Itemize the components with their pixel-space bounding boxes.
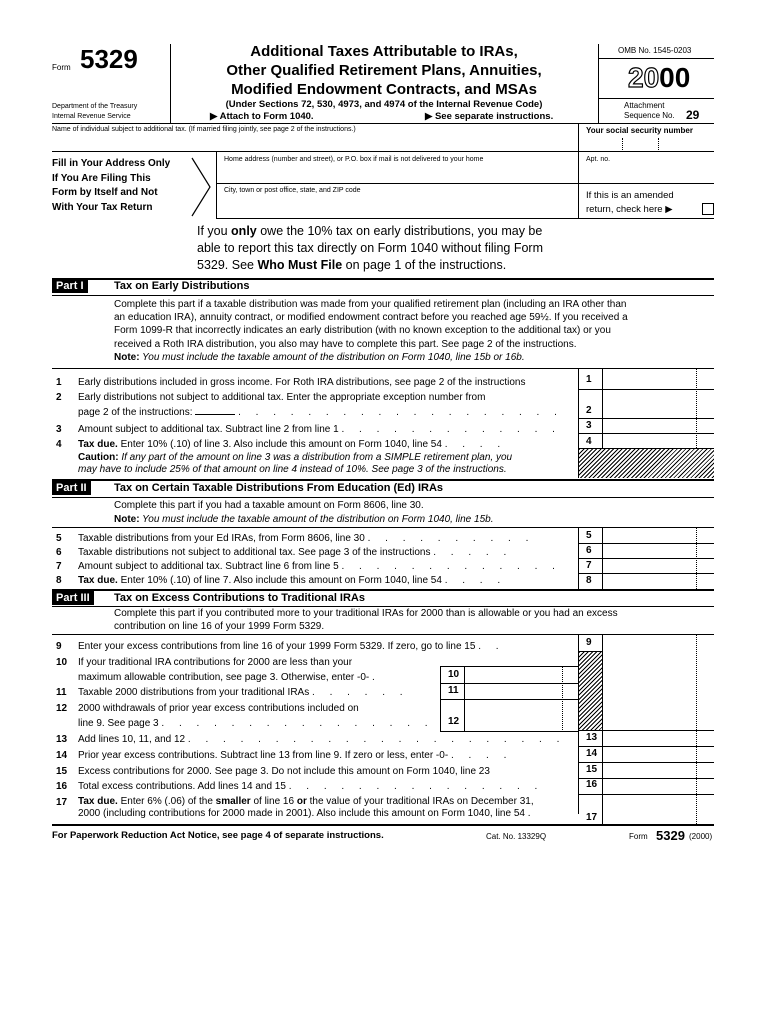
- part3-row-rule: [578, 794, 714, 795]
- inner-row-rule: [440, 666, 578, 667]
- part1-desc-rule: [52, 368, 714, 369]
- line2-amount[interactable]: [604, 391, 712, 417]
- line3-amount[interactable]: [604, 419, 712, 432]
- shaded-area: [579, 449, 714, 478]
- intro-l1c: owe the 10% tax on early distributions, you may be: [256, 224, 543, 238]
- code-sections: (Under Sections 72, 530, 4973, and 4974 of the Internal Revenue Code): [225, 99, 543, 110]
- line-number: 1: [56, 377, 62, 388]
- tax-year-outline: 20: [628, 62, 660, 93]
- part2-title: Tax on Certain Taxable Distributions From Education (Ed) IRAs: [114, 482, 444, 494]
- line-number: 14: [56, 750, 68, 761]
- amended-label-1: If this is an amended: [586, 190, 674, 201]
- part3-title: Tax on Excess Contributions to Traditional IRAs: [114, 592, 365, 604]
- sequence-label: Sequence No.: [624, 111, 675, 120]
- amended-checkbox[interactable]: [702, 203, 714, 215]
- part3-tag: Part III: [52, 591, 94, 605]
- line-number: 8: [56, 575, 62, 586]
- line9-label: Enter your excess contributions from line 16 of your 1999 Form 5329. If zero, go to line 15: [78, 641, 476, 652]
- header-divider-left: [170, 44, 171, 123]
- line8-bold: Tax due.: [78, 575, 118, 586]
- part1-row-rule: [578, 389, 714, 390]
- part2-description: [114, 499, 494, 527]
- line-number: 17: [56, 797, 68, 808]
- line2-text: Early distributions not subject to additional tax. Enter the appropriate exception number from: [78, 392, 486, 403]
- line16-amount[interactable]: [604, 779, 712, 793]
- line17-line-1: [78, 796, 537, 808]
- caution-l1: If any part of the amount on line 3 was a distribution from a SIMPLE retirement plan, you: [118, 452, 513, 463]
- box-number: 10: [448, 669, 460, 680]
- line1-text: Early distributions included in gross income. For Roth IRA distributions, see page 2 of the instructions: [78, 377, 526, 388]
- line16-label: Total excess contributions. Add lines 14 and 15: [78, 781, 286, 792]
- line17-text: [78, 796, 537, 820]
- tax-year: [628, 62, 690, 94]
- part3-box-right: [602, 634, 603, 824]
- part1-description: [114, 298, 714, 364]
- line11-text: Taxable 2000 distributions from your traditional IRAs . . . . . .: [78, 687, 409, 698]
- line4-text: Tax due. Enter 10% (.10) of line 3. Also include this amount on Form 1040, line 54 . . . .: [78, 439, 507, 450]
- attachment-label: Attachment: [624, 101, 665, 110]
- box-number: 4: [586, 436, 592, 447]
- form-title: [178, 42, 590, 99]
- part1-desc-1: Complete this part if a taxable distribution was made from your qualified retirement plan (including an IRA other than: [114, 299, 627, 310]
- line-number: 3: [56, 424, 62, 435]
- line-number: 15: [56, 766, 68, 777]
- line6-text: Taxable distributions not subject to additional tax. See page 3 of the instructions . . . . .: [78, 547, 513, 558]
- address-instruction-1: Fill in Your Address Only: [52, 158, 171, 169]
- omb-divider: [598, 58, 714, 59]
- line-number: 13: [56, 734, 68, 745]
- apt-field[interactable]: [582, 166, 714, 182]
- line7-text: Amount subject to additional tax. Subtract line 6 from line 5 . . . . . . . . . . . . .: [78, 561, 561, 572]
- intro-l1b: only: [231, 224, 257, 238]
- part3-desc-2: contribution on line 16 of your 1999 Form 5329.: [114, 621, 325, 632]
- box-number: 3: [586, 420, 592, 431]
- part2-desc-rule: [52, 527, 714, 528]
- part3-description: [114, 607, 618, 633]
- line13-text: Add lines 10, 11, and 12 . . . . . . . . . . . . . . . . . . . . . .: [78, 734, 566, 745]
- footer-form-number: 5329: [656, 828, 685, 843]
- intro-l1a: If you: [197, 224, 232, 238]
- intro-l3a: 5329. See: [197, 258, 258, 272]
- line12-text: 2000 withdrawals of prior year excess contributions included on: [78, 703, 359, 714]
- line15-text: Excess contributions for 2000. See page 3. Do not include this amount on Form 1040, line 23: [78, 766, 490, 777]
- line7-label: Amount subject to additional tax. Subtract line 6 from line 5: [78, 561, 339, 572]
- caution-text: [78, 452, 512, 476]
- line10-label: maximum allowable contribution, see page 3. Otherwise, enter -0-: [78, 672, 370, 683]
- line10-amount[interactable]: [466, 668, 576, 682]
- line11-label: Taxable 2000 distributions from your traditional IRAs: [78, 687, 310, 698]
- box-number: 2: [586, 405, 592, 416]
- part1-tag: Part I: [52, 279, 88, 293]
- address-mid-rule: [216, 183, 714, 184]
- paperwork-notice: For Paperwork Reduction Act Notice, see page 4 of separate instructions.: [52, 830, 384, 841]
- part2-note-label: Note:: [114, 514, 140, 525]
- box-number: 7: [586, 560, 592, 571]
- amended-label-2: return, check here ▶: [586, 204, 673, 215]
- address-left-rule: [216, 151, 217, 218]
- line-number: 4: [56, 439, 62, 450]
- part3-desc-rule: [52, 634, 714, 635]
- line5-label: Taxable distributions from your Ed IRAs, from Form 8606, line 30: [78, 533, 365, 544]
- line17-a: Enter 6% (.06) of the: [117, 796, 216, 807]
- line-number: 11: [56, 687, 67, 698]
- line14-label: Prior year excess contributions. Subtract line 13 from line 9. If zero or less, enter -0-: [78, 750, 449, 761]
- part1-desc-4: received a Roth IRA distribution, you also may have to complete this part. See page 2 of the instructions.: [114, 338, 577, 350]
- ssn-label: Your social security number: [586, 126, 693, 135]
- line-number: 9: [56, 641, 62, 652]
- caution-label: Caution:: [78, 452, 119, 463]
- part2-note-text: You must include the taxable amount of the distribution on Form 1040, line 15b.: [139, 514, 494, 525]
- address-instruction-3: Form by Itself and Not: [52, 187, 158, 198]
- ssn-sep-1: [622, 138, 623, 150]
- part1-title-rule: [52, 295, 714, 296]
- line8-text: Tax due. Enter 10% (.10) of line 7. Also include this amount on Form 1040, line 54 . . . .: [78, 575, 507, 586]
- line12-label: line 9. See page 3: [78, 718, 159, 729]
- box-number: 14: [586, 748, 598, 759]
- ssn-divider: [578, 123, 579, 218]
- line13-label: Add lines 10, 11, and 12: [78, 734, 186, 745]
- box-number: 13: [586, 732, 598, 743]
- attach-instruction: ▶ Attach to Form 1040.: [210, 111, 314, 122]
- title-line-1: Additional Taxes Attributable to IRAs,: [250, 43, 518, 60]
- address-bottom-rule: [216, 218, 714, 219]
- intro-l3c: on page 1 of the instructions.: [342, 258, 507, 272]
- part1-note: [114, 351, 714, 364]
- box-number: 11: [448, 685, 459, 696]
- home-address-label: Home address (number and street), or P.O. box if mail is not delivered to your home: [224, 156, 484, 163]
- line9-amount[interactable]: [604, 636, 712, 650]
- line4-bold: Tax due.: [78, 439, 118, 450]
- box-number: 16: [586, 779, 598, 790]
- city-field[interactable]: [218, 197, 576, 215]
- line8-amount[interactable]: [604, 574, 712, 588]
- inner-row-rule: [440, 699, 578, 700]
- footer-form-label: Form: [629, 832, 648, 841]
- line15-amount[interactable]: [604, 763, 712, 777]
- part3-desc-1: Complete this part if you contributed more to your traditional IRAs for 2000 than is allowable or you had an excess: [114, 608, 618, 619]
- intro-line-1: [197, 223, 543, 240]
- part1-title: Tax on Early Distributions: [114, 280, 250, 292]
- line1-amount[interactable]: [604, 370, 712, 388]
- arrow-bracket-icon: [190, 156, 212, 218]
- line2-text-cont: page 2 of the instructions: . . . . . . . . . . . . . . . . . . .: [78, 407, 563, 418]
- line3-label: Amount subject to additional tax. Subtract line 2 from line 1: [78, 424, 339, 435]
- box-number: 1: [586, 374, 592, 385]
- address-instruction-4: With Your Tax Return: [52, 201, 153, 213]
- line7-amount[interactable]: [604, 559, 712, 572]
- line17-c: the value of your traditional IRAs on December 31,: [306, 796, 534, 807]
- part2-title-rule: [52, 497, 714, 498]
- form-label: Form: [52, 63, 71, 72]
- line10-text-cont: maximum allowable contribution, see page 3. Otherwise, enter -0- .: [78, 672, 381, 683]
- line17-b: of line 16: [250, 796, 297, 807]
- line9-text: Enter your excess contributions from line 16 of your 1999 Form 5329. If zero, go to line 15 . .: [78, 641, 505, 652]
- box-number: 5: [586, 530, 592, 541]
- part1-desc-2: an education IRA), annuity contract, or modified endowment contract before you reached age 59½. If you received a: [114, 312, 628, 324]
- exception-number-field[interactable]: [195, 414, 235, 415]
- line17-smaller: smaller: [215, 796, 251, 807]
- omb-number: OMB No. 1545-0203: [618, 46, 692, 55]
- title-line-2: Other Qualified Retirement Plans, Annuities,: [226, 62, 542, 79]
- ssn-field[interactable]: [582, 136, 714, 150]
- home-address-field[interactable]: [218, 166, 576, 182]
- caution-line-1: [78, 452, 512, 464]
- box-number: 8: [586, 575, 592, 586]
- line16-text: Total excess contributions. Add lines 14 and 15 . . . . . . . . . . . . . . .: [78, 781, 544, 792]
- caution-line-2: may have to include 25% of that amount on line 4 instead of 10%. See page 3 of the instructions.: [78, 464, 507, 475]
- shaded-area: [579, 652, 602, 730]
- box-number: 12: [448, 716, 460, 727]
- name-bottom-rule: [52, 151, 714, 152]
- line-number: 6: [56, 547, 62, 558]
- part1-desc-3: Form 1099-R that incorrectly indicates an early distribution (with no known exception to the additional tax) or you: [114, 325, 611, 337]
- sequence-number: 29: [686, 108, 700, 122]
- header-bottom-rule: [52, 123, 714, 124]
- ssn-sep-2: [658, 138, 659, 150]
- apt-label: Apt. no.: [586, 156, 611, 163]
- part3-top-rule: [52, 589, 714, 591]
- line17-bold: Tax due.: [78, 796, 118, 807]
- line14-amount[interactable]: [604, 747, 712, 761]
- part2-note: [114, 513, 494, 527]
- tax-year-bold: 00: [659, 62, 691, 93]
- line17-or: or: [296, 796, 307, 807]
- line12-amount[interactable]: [466, 713, 576, 730]
- line4-amount[interactable]: [604, 434, 712, 447]
- line17-amount[interactable]: [604, 796, 712, 822]
- footer-year: (2000): [689, 832, 713, 841]
- form-number: 5329: [80, 44, 138, 74]
- catalog-number: Cat. No. 13329Q: [486, 832, 547, 841]
- line10-text: If your traditional IRA contributions for 2000 are less than your: [78, 657, 353, 668]
- footer-rule: [52, 824, 714, 826]
- intro-text: [197, 223, 543, 274]
- part2-tag: Part II: [52, 481, 91, 495]
- line-number: 16: [56, 781, 68, 792]
- part1-note-text: You must include the taxable amount of the distribution on Form 1040, line 15b or 16b.: [139, 351, 525, 363]
- address-instruction: [52, 157, 170, 215]
- irs-label: Internal Revenue Service: [52, 113, 131, 120]
- line12-text-cont: line 9. See page 3 . . . . . . . . . . . . . . . .: [78, 718, 434, 729]
- line2-label: page 2 of the instructions:: [78, 407, 193, 418]
- name-field-label: Name of individual subject to additional tax. (If married filing jointly, see page 2 of the instructions.): [52, 126, 356, 133]
- city-label: City, town or post office, state, and ZIP code: [224, 187, 361, 194]
- line8-label: Enter 10% (.10) of line 7. Also include this amount on Form 1040, line 54: [117, 575, 442, 586]
- year-divider: [598, 98, 714, 99]
- line6-amount[interactable]: [604, 544, 712, 557]
- intro-line-3: [197, 257, 543, 274]
- header-divider-right: [598, 44, 599, 123]
- part2-top-rule: [52, 479, 714, 481]
- inner-row-rule: [440, 731, 578, 732]
- part1-note-label: Note:: [114, 351, 140, 363]
- line-number: 10: [56, 657, 68, 668]
- line14-text: Prior year excess contributions. Subtract line 13 from line 9. If zero or less, enter -0- . . . .: [78, 750, 513, 761]
- line-number: 2: [56, 392, 62, 403]
- dept-treasury: Department of the Treasury: [52, 103, 138, 110]
- line17-line-2: 2000 (including contributions for 2000 made in 2001). Also include this amount on Form 1040, line 54 .: [78, 808, 537, 819]
- line6-label: Taxable distributions not subject to additional tax. See page 3 of the instructions: [78, 547, 431, 558]
- see-instructions: ▶ See separate instructions.: [425, 111, 554, 122]
- line-number: 12: [56, 703, 68, 714]
- line11-amount[interactable]: [466, 684, 576, 698]
- line-number: 5: [56, 533, 62, 544]
- intro-l3b: Who Must File: [257, 258, 343, 272]
- intro-line-2: able to report this tax directly on Form 1040 without filing Form: [197, 241, 543, 255]
- line3-text: Amount subject to additional tax. Subtract line 2 from line 1 . . . . . . . . . . . . .: [78, 424, 561, 435]
- name-field[interactable]: [52, 136, 576, 150]
- line-number: 7: [56, 561, 62, 572]
- line13-amount[interactable]: [604, 731, 712, 745]
- part2-desc: Complete this part if you had a taxable amount on Form 8606, line 30.: [114, 500, 424, 511]
- line4-label: Enter 10% (.10) of line 3. Also include this amount on Form 1040, line 54: [117, 439, 442, 450]
- title-line-3: Modified Endowment Contracts, and MSAs: [231, 81, 537, 98]
- box-number: 15: [586, 764, 598, 775]
- box-number: 17: [586, 812, 598, 823]
- line5-text: Taxable distributions from your Ed IRAs, from Form 8606, line 30 . . . . . . . . . .: [78, 533, 535, 544]
- box-number: 9: [586, 637, 592, 648]
- box-number: 6: [586, 545, 592, 556]
- address-instruction-2: If You Are Filing This: [52, 172, 151, 184]
- line5-amount[interactable]: [604, 529, 712, 542]
- line17-d: 2000 (including contributions for 2000 made in 2001). Also include this amount on Form 1040, line 54: [78, 808, 525, 819]
